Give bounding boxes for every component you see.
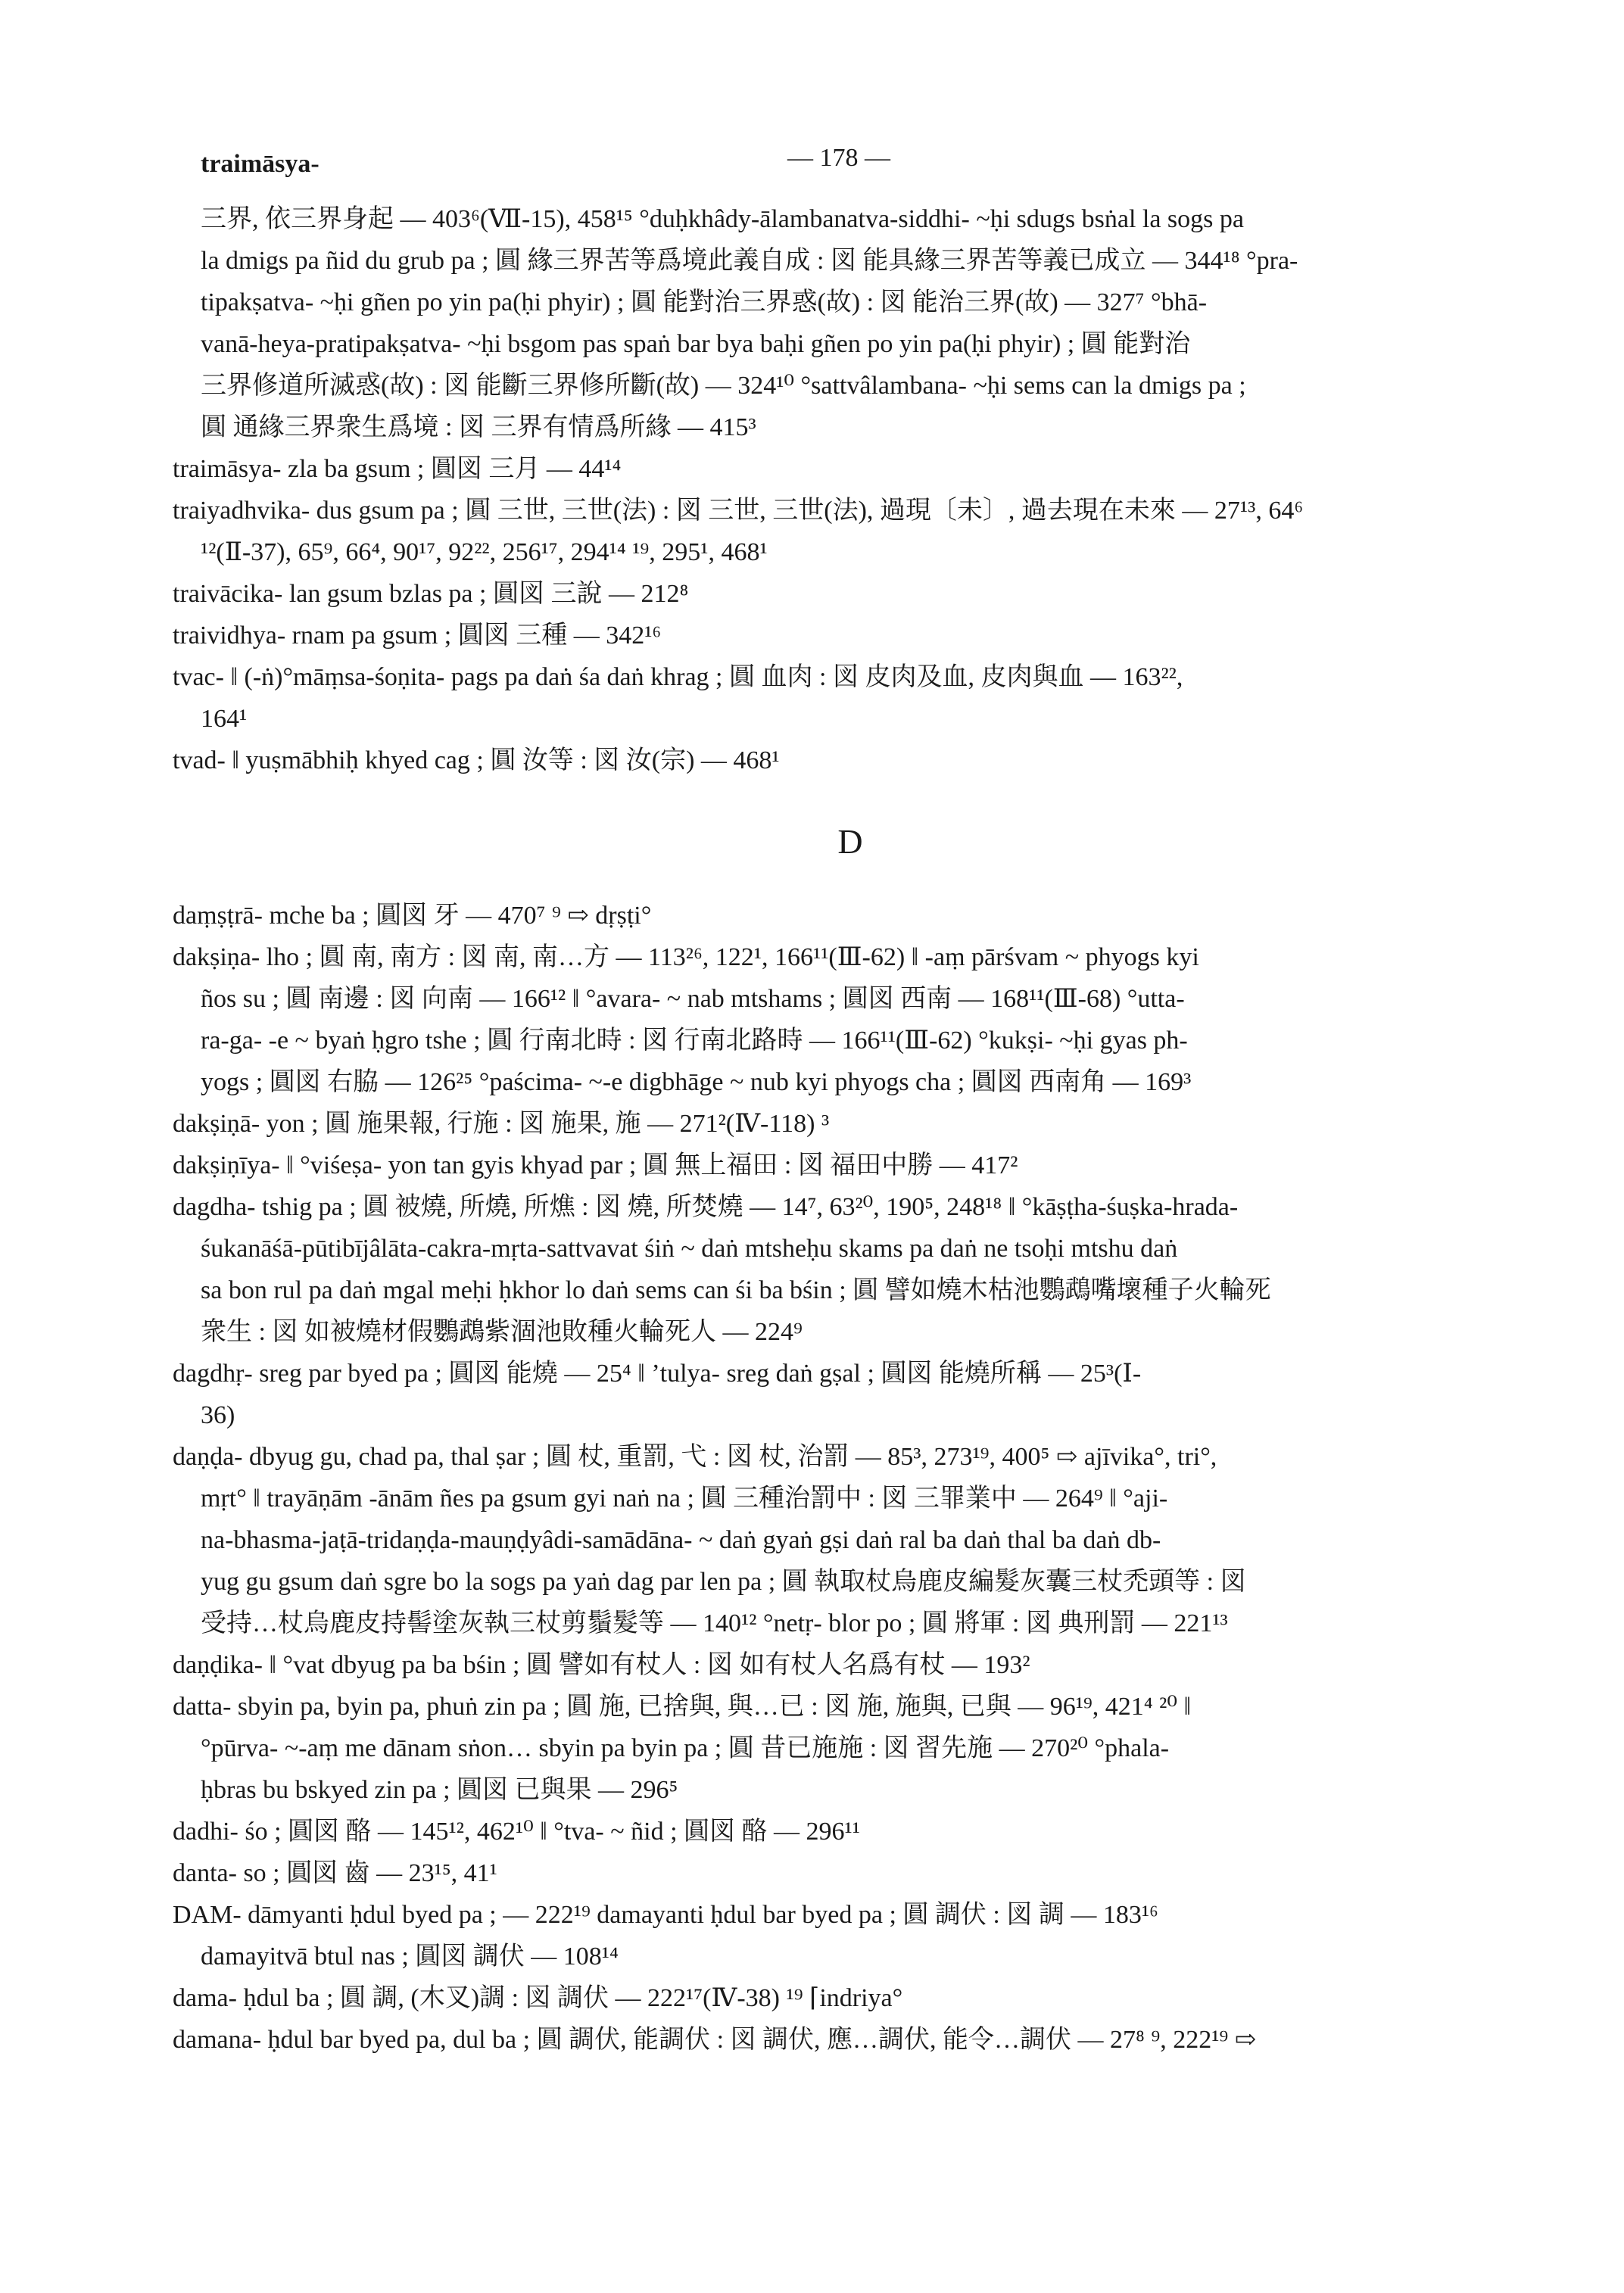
entry-line: danta- so ; 圓図 齒 — 23¹⁵, 41¹ [173,1859,497,1887]
entry-continuation-line: yogs ; 圓図 右脇 — 126²⁵ °paścima- ~-e digbhāge ~ nub kyi phyogs cha ; 圓図 西南角 — 169³ [201,1068,1192,1096]
entry-continuation-line: na-bhasma-jaṭā-tridaṇḍa-mauṇḍyâdi-samādāna- ~ daṅ gyaṅ gṣi daṅ ral ba daṅ thal ba daṅ db- [201,1526,1161,1554]
entry-continuation-line: ños su ; 圓 南邊 : 図 向南 — 166¹² ‖ °avara- ~ nab mtshams ; 圓図 西南 — 168¹¹(Ⅲ-68) °utta- [201,985,1185,1013]
section-letter-heading: D [837,822,863,861]
entry-line: daṃṣṭrā- mche ba ; 圓図 牙 — 470⁷ ⁹ ⇨ dṛṣṭi° [173,902,652,930]
entry-line: dakṣiṇā- yon ; 圓 施果報, 行施 : 図 施果, 施 — 271²(Ⅳ-118) ³ [173,1110,830,1138]
entry-continuation-line: ḥbras bu bskyed zin pa ; 圓図 已與果 — 296⁵ [201,1776,678,1804]
entry-line: traivācika- lan gsum bzlas pa ; 圓図 三說 — 212⁸ [173,580,689,608]
entry-line: traiyadhvika- dus gsum pa ; 圓 三世, 三世(法) : 図 三世, 三世(法), 過現〔未〕, 過去現在未來 — 27¹³, 64⁶ [173,497,1304,525]
entry-line: tvad- ‖ yuṣmābhiḥ khyed cag ; 圓 汝等 : 図 汝(宗) — 468¹ [173,746,780,774]
running-head: traimāsya- [201,150,320,178]
entry-continuation-line: ¹²(Ⅱ-37), 65⁹, 66⁴, 90¹⁷, 92²², 256¹⁷, 294¹⁴ ¹⁹, 295¹, 468¹ [201,538,768,566]
entry-continuation-line: la dmigs pa ñid du grub pa ; 圓 緣三界苦等爲境此義自成 : 図 能具緣三界苦等義已成立 — 344¹⁸ °pra- [201,247,1298,275]
entry-line: damana- ḥdul bar byed pa, dul ba ; 圓 調伏, 能調伏 : 図 調伏, 應…調伏, 能令…調伏 — 27⁸ ⁹, 222¹⁹ ⇨ [173,2026,1257,2054]
entry-continuation-line: mṛt° ‖ trayāṇām -ānām ñes pa gsum gyi naṅ na ; 圓 三種治罰中 : 図 三罪業中 — 264⁹ ‖ °aji- [201,1485,1168,1513]
entry-continuation-line: 164¹ [201,705,248,733]
entry-line: dadhi- śo ; 圓図 酪 — 145¹², 462¹⁰ ‖ °tva- ~ ñid ; 圓図 酪 — 296¹¹ [173,1818,860,1846]
entry-continuation-line: °pūrva- ~-aṃ me dānam sṅon… sbyin pa byin pa ; 圓 昔已施施 : 図 習先施 — 270²⁰ °phala- [201,1734,1170,1762]
entry-continuation-line: 受持…杖烏鹿皮持髻塗灰執三杖剪鬚髮等 — 140¹² °netṛ- blor po ; 圓 將軍 : 図 典刑罰 — 221¹³ [201,1609,1228,1637]
entry-continuation-line: 衆生 : 図 如被燒材假鸚鵡紫涸池敗種火輪死人 — 224⁹ [201,1318,803,1346]
entry-line: dakṣiṇa- lho ; 圓 南, 南方 : 図 南, 南…方 — 113²⁶, 122¹, 166¹¹(Ⅲ-62) ‖ -aṃ pārśvam ~ phyogs kyi [173,943,1199,971]
entry-continuation-line: 36) [201,1401,235,1429]
entry-continuation-line: damayitvā btul nas ; 圓図 調伏 — 108¹⁴ [201,1943,619,1971]
entry-continuation-line: yug gu gsum daṅ sgre bo la sogs pa yaṅ dag par len pa ; 圓 執取杖烏鹿皮編髮灰囊三杖禿頭等 : 図 [201,1568,1246,1596]
entry-line: dama- ḥdul ba ; 圓 調, (木叉)調 : 図 調伏 — 222¹⁷(Ⅳ-38) ¹⁹ ⌈indriya° [173,1984,903,2012]
entry-line: dagdhṛ- sreg par byed pa ; 圓図 能燒 — 25⁴ ‖ ’tulya- sreg daṅ gṣal ; 圓図 能燒所稱 — 25³(Ⅰ- [173,1360,1142,1388]
entry-continuation-line: sa bon rul pa daṅ mgal meḥi ḥkhor lo daṅ sems can śi ba bśin ; 圓 譬如燒木枯池鸚鵡嘴壞種子火輪死 [201,1276,1271,1304]
entry-continuation-line: vanā-heya-pratipakṣatva- ~ḥi bsgom pas spaṅ bar bya baḥi gñen po yin pa(ḥi phyir) ; 圓 能對治 [201,330,1191,358]
entries-body [173,198,1528,2061]
entry-continuation-line: ra-ga- -e ~ byaṅ ḥgro tshe ; 圓 行南北時 : 図 行南北路時 — 166¹¹(Ⅲ-62) °kukṣi- ~ḥi gyas ph- [201,1027,1188,1055]
entry-line: daṇḍika- ‖ °vat dbyug pa ba bśin ; 圓 譬如有杖人 : 図 如有杖人名爲有杖 — 193² [173,1651,1030,1679]
entry-line: daṇḍa- dbyug gu, chad pa, thal ṣar ; 圓 杖, 重罰, 弋 : 図 杖, 治罰 — 85³, 273¹⁹, 400⁵ ⇨ ajīvika°, tri°, [173,1443,1217,1471]
entry-line: traividhya- rnam pa gsum ; 圓図 三種 — 342¹⁶ [173,622,662,650]
entry-line: dakṣiṇīya- ‖ °viśeṣa- yon tan gyis khyad par ; 圓 無上福田 : 図 福田中勝 — 417² [173,1151,1018,1179]
entry-line: datta- sbyin pa, byin pa, phuṅ zin pa ; 圓 施, 已捨與, 與…已 : 図 施, 施與, 已與 — 96¹⁹, 421⁴ ²⁰ ‖ [173,1693,1191,1721]
entry-continuation-line: 圓 通緣三界衆生爲境 : 図 三界有情爲所緣 — 415³ [201,413,756,441]
page-number: — 178 — [787,144,890,172]
entry-continuation-line: śukanāśā-pūtibījâlāta-cakra-mṛta-sattvavat śiṅ ~ daṅ mtsheḥu skams pa daṅ ne tsoḥi mtshu daṅ [201,1235,1178,1263]
entries-t [173,198,1528,781]
entry-continuation-line: tipakṣatva- ~ḥi gñen po yin pa(ḥi phyir) ; 圓 能對治三界惑(故) : 図 能治三界(故) — 327⁷ °bhā- [201,288,1208,316]
entry-line: traimāsya- zla ba gsum ; 圓図 三月 — 44¹⁴ [173,455,622,483]
entry-line: dagdha- tshig pa ; 圓 被燒, 所燒, 所燋 : 図 燒, 所焚燒 — 14⁷, 63²⁰, 190⁵, 248¹⁸ ‖ °kāṣṭha-śuṣka-hrada- [173,1193,1239,1221]
entry-continuation-line: 三界, 依三界身起 — 403⁶(Ⅶ-15), 458¹⁵ °duḥkhâdy-ālambanatva-siddhi- ~ḥi sdugs bsṅal la sogs pa [201,205,1244,233]
entry-line: tvac- ‖ (-ṅ)°māṃsa-śoṇita- pags pa daṅ śa daṅ khrag ; 圓 血肉 : 図 皮肉及血, 皮肉與血 — 163²², [173,663,1183,691]
entries-d [173,895,1528,2061]
entry-line: DAM- dāmyanti ḥdul byed pa ; — 222¹⁹ damayanti ḥdul bar byed pa ; 圓 調伏 : 図 調 — 183¹⁶ [173,1901,1158,1929]
entry-continuation-line: 三界修道所滅惑(故) : 図 能斷三界修所斷(故) — 324¹⁰ °sattvâlambana- ~ḥi sems can la dmigs pa ; [201,372,1246,400]
